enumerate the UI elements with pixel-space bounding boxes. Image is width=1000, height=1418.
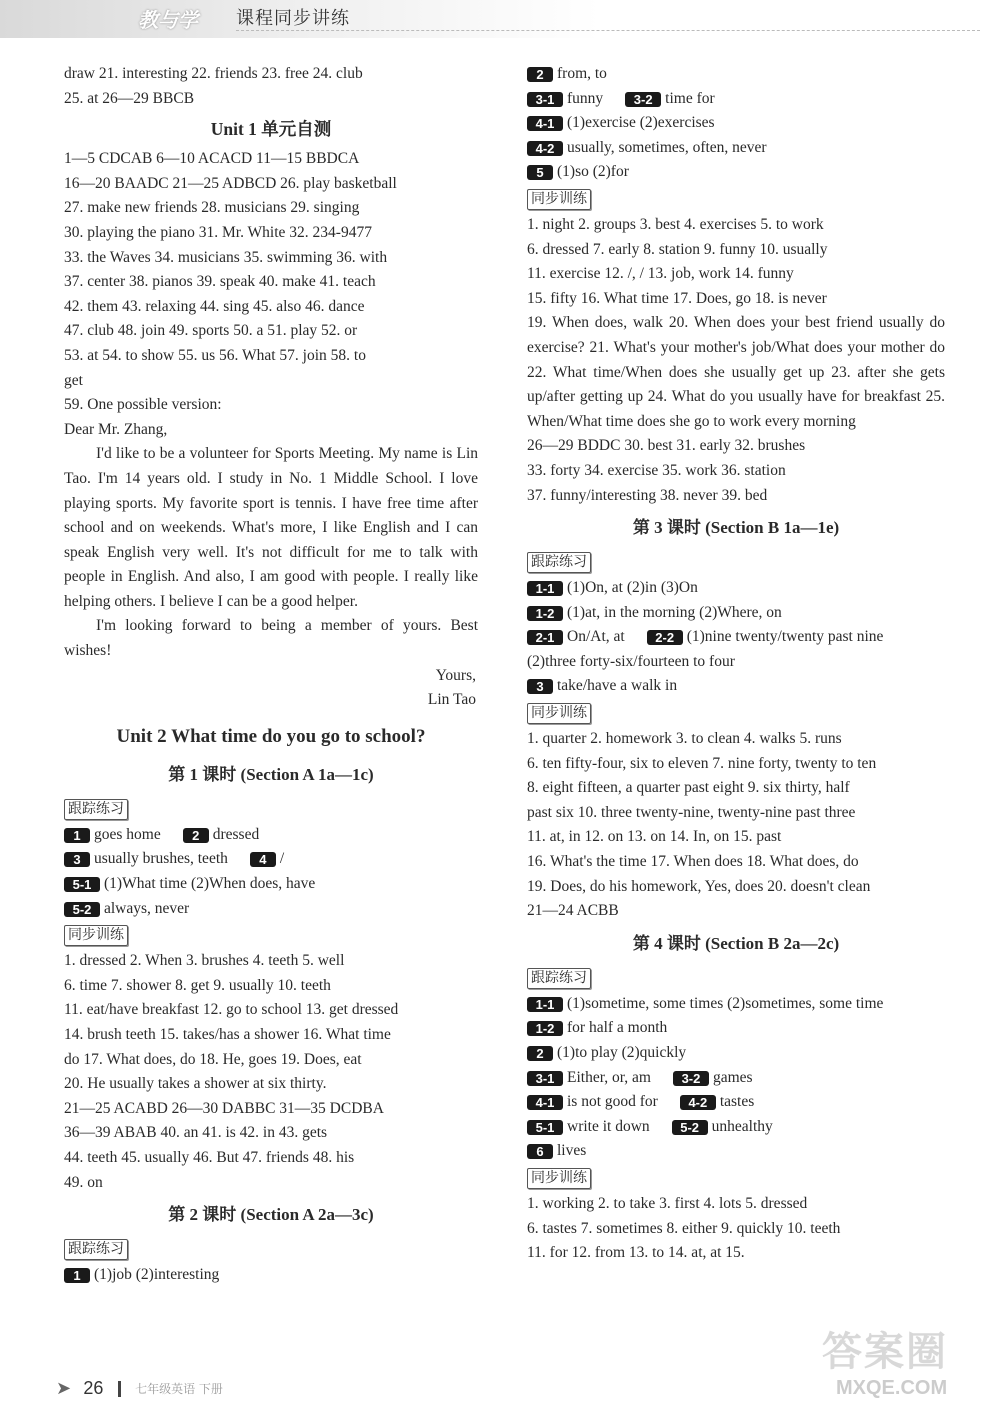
answer-text: funny <box>567 89 604 107</box>
answer-line: 6. tastes 7. sometimes 8. either 9. quickly 10. teeth <box>527 1219 841 1237</box>
answer-line: 11. for 12. from 13. to 14. at, at 15. <box>527 1244 745 1262</box>
answer-line: 53. at 54. to show 55. us 56. What 57. join 58. to <box>64 346 366 364</box>
question-number-badge: 4-2 <box>527 141 563 156</box>
answer-text: usually brushes, teeth <box>94 850 228 868</box>
arrow-icon: ➤ <box>56 1378 72 1398</box>
answer-line: 59. One possible version: <box>64 396 222 414</box>
practice-row <box>527 1066 945 1091</box>
question-number-badge: 3-2 <box>673 1071 709 1086</box>
answer-text: Either, or, am <box>567 1068 651 1086</box>
answer-line: 1. dressed 2. When 3. brushes 4. teeth 5. well <box>64 952 345 970</box>
lesson2-title: 第 2 课时 (Section A 2a—3c) <box>168 1205 374 1225</box>
practice-row <box>527 601 945 626</box>
question-number-badge: 4-1 <box>527 116 563 131</box>
practice-row <box>527 111 945 136</box>
answer-text: On/At, at <box>567 628 625 646</box>
answer-line: 11. eat/have breakfast 12. go to school 13. get dressed <box>64 1001 399 1019</box>
practice-row <box>64 897 478 922</box>
answer-line: 21—25 ACABD 26—30 DABBC 31—35 DCDBA <box>64 1099 384 1117</box>
answer-line: 1—5 CDCAB 6—10 ACACD 11—15 BBDCA <box>64 150 360 168</box>
question-number-badge: 5-2 <box>64 902 100 917</box>
question-number-badge: 3-2 <box>625 92 661 107</box>
practice-row <box>64 872 478 897</box>
question-number-badge: 5-1 <box>64 877 100 892</box>
question-number-badge: 3-1 <box>527 1071 563 1086</box>
question-number-badge: 3 <box>527 679 553 694</box>
answer-line: 37. center 38. pianos 39. speak 40. make 41. teach <box>64 273 376 291</box>
answer-line: 1. night 2. groups 3. best 4. exercises 5. to work <box>527 215 824 233</box>
answer-line: 6. dressed 7. early 8. station 9. funny 10. usually <box>527 240 828 258</box>
letter-closing: Yours, <box>435 666 476 684</box>
answer-text: (1)to play (2)quickly <box>557 1044 687 1061</box>
answer-line: 33. forty 34. exercise 35. work 36. station <box>527 461 786 479</box>
answer-text: goes home <box>94 825 161 843</box>
answer-text: (1)What time (2)When does, have <box>104 875 316 893</box>
answer-line: 14. brush teeth 15. takes/has a shower 16. What time <box>64 1026 391 1043</box>
answer-line: 8. eight fifteen, a quarter past eight 9. six thirty, half <box>527 779 850 797</box>
answer-line: 1. quarter 2. homework 3. to clean 4. walks 5. runs <box>527 730 842 748</box>
answer-text: (1)at, in the morning (2)Where, on <box>567 603 782 621</box>
practice-row <box>527 87 945 112</box>
answer-line: draw 21. interesting 22. friends 23. free 24. club <box>64 65 363 82</box>
answer-text: (1)so (2)for <box>557 163 629 181</box>
answer-text: (1)On, at (2)in (3)On <box>567 579 698 597</box>
question-number-badge: 2 <box>527 1046 553 1061</box>
answer-text: unhealthy <box>711 1117 773 1135</box>
header-rule <box>236 30 980 31</box>
answer-line: 47. club 48. join 49. sports 50. a 51. play 52. or <box>64 322 358 340</box>
question-number-badge: 1-1 <box>527 997 563 1012</box>
question-number-badge: 1-2 <box>527 606 563 621</box>
practice-row <box>527 1041 945 1066</box>
answer-text: for half a month <box>567 1019 668 1037</box>
letter-signature: Lin Tao <box>427 691 476 709</box>
l2-sync-paragraph: 19. When does, walk 20. When does your best friend usually do exercise? 21. What's your mother's job/What does your mother do 22. What time/When does she usually get up 23. after she gets up/after getting up 24. What do you usually have for breakfast 25. When/What time does she go to work every morning <box>527 314 945 430</box>
practice-row <box>527 1139 945 1164</box>
answer-line: 6. ten fifty-four, six to eleven 7. nine forty, twenty to ten <box>527 754 877 772</box>
answer-text: lives <box>557 1142 587 1160</box>
question-number-badge: 5-2 <box>672 1120 708 1135</box>
left-column <box>64 62 478 1288</box>
answer-text: tastes <box>719 1093 755 1111</box>
book-label: 七年级英语 下册 <box>135 1382 223 1396</box>
answer-line: 42. them 43. relaxing 44. sing 45. also 46. dance <box>64 297 365 315</box>
practice-row <box>527 1115 945 1140</box>
answer-text: (1)job (2)interesting <box>94 1266 220 1284</box>
divider <box>118 1381 121 1397</box>
answer-line: 30. playing the piano 31. Mr. White 32. 234-9477 <box>64 223 372 241</box>
answer-line: 25. at 26—29 BBCB <box>64 89 195 107</box>
question-number-badge: 1-1 <box>527 581 563 596</box>
answer-line: get <box>64 371 83 389</box>
question-number-badge: 2 <box>527 67 553 82</box>
unit1-title: Unit 1 单元自测 <box>210 119 332 140</box>
answer-line: 21—24 ACBB <box>527 902 619 920</box>
practice-row <box>64 823 478 848</box>
answer-text: usually, sometimes, often, never <box>567 138 767 156</box>
lesson1-title: 第 1 课时 (Section A 1a—1c) <box>168 764 374 784</box>
answer-line: 33. the Waves 34. musicians 35. swimming 36. with <box>64 248 388 266</box>
question-number-badge: 4-1 <box>527 1095 563 1110</box>
answer-line: 19. Does, do his homework, Yes, does 20. doesn't clean <box>527 877 871 895</box>
page-footer <box>56 1378 223 1402</box>
answer-line: 44. teeth 45. usually 46. But 47. friends 48. his <box>64 1148 355 1166</box>
practice-row <box>527 62 945 87</box>
lesson3-title: 第 3 课时 (Section B 1a—1e) <box>632 518 840 538</box>
practice-row <box>527 992 945 1017</box>
answer-text: (1)nine twenty/twenty past nine <box>686 628 884 646</box>
answer-text: is not good for <box>567 1093 658 1111</box>
answer-line: 16. What's the time 17. When does 18. What does, do <box>527 853 859 871</box>
practice-row <box>527 136 945 161</box>
answer-text: (1)sometime, some times (2)sometimes, some time <box>567 994 884 1012</box>
unit2-title: Unit 2 What time do you go to school? <box>116 725 426 747</box>
answer-text: from, to <box>557 65 607 82</box>
tag-tracking-practice: 跟踪练习 <box>527 552 591 573</box>
watermark-logo: 答案圈 <box>822 1330 948 1374</box>
question-number-badge: 2 <box>183 828 209 843</box>
series-title: 课程同步讲练 <box>236 8 350 29</box>
answer-text: / <box>279 850 285 868</box>
answer-line: 15. fifty 16. What time 17. Does, go 18. is never <box>527 289 827 307</box>
answer-line: 27. make new friends 28. musicians 29. singing <box>64 199 360 217</box>
answer-text: take/have a walk in <box>557 677 678 695</box>
tag-sync-training: 同步训练 <box>527 703 591 724</box>
answer-line: 36—39 ABAB 40. an 41. is 42. in 43. gets <box>64 1124 328 1142</box>
answer-text: always, never <box>104 899 190 917</box>
answer-line: Dear Mr. Zhang, <box>64 420 168 438</box>
page-header <box>0 0 1000 38</box>
answer-text: (1)exercise (2)exercises <box>567 114 715 132</box>
practice-row <box>527 650 945 675</box>
practice-row <box>527 625 945 650</box>
tag-tracking-practice: 跟踪练习 <box>64 799 128 820</box>
answer-line: 49. on <box>64 1173 103 1191</box>
answer-line: 11. at, in 12. on 13. on 14. In, on 15. past <box>527 828 782 846</box>
question-number-badge: 2-1 <box>527 630 563 645</box>
answer-line: 16—20 BAADC 21—25 ADBCD 26. play basketball <box>64 174 397 192</box>
tag-tracking-practice: 跟踪练习 <box>527 968 591 989</box>
practice-row <box>527 160 945 185</box>
practice-row <box>527 576 945 601</box>
practice-row <box>64 847 478 872</box>
right-column <box>527 62 945 1266</box>
letter-paragraph-1: I'd like to be a volunteer for Sports Meeting. My name is Lin Tao. I'm 14 years old. I study in No. 1 Middle School. I love playing sports. My favorite sport is tennis. I have free time after school and on weekends. What's more, I like English and I can speak English very well. It's not difficult for me to talk with people in English. And also, I am good with people. I really like helping others. I believe I can be a good helper. <box>64 445 478 610</box>
watermark-url: MXQE.COM <box>836 1377 948 1399</box>
practice-row <box>527 674 945 699</box>
brand-logo: 教与学 <box>138 8 198 32</box>
question-number-badge: 1 <box>64 1268 90 1283</box>
answer-line: past six 10. three twenty-nine, twenty-nine past three <box>527 803 856 821</box>
letter-paragraph-2: I'm looking forward to being a member of yours. Best wishes! <box>64 617 478 660</box>
question-number-badge: 4 <box>250 852 276 867</box>
page-number: 26 <box>83 1378 104 1398</box>
tag-tracking-practice: 跟踪练习 <box>64 1239 128 1260</box>
lesson4-title: 第 4 课时 (Section B 2a—2c) <box>632 933 840 953</box>
question-number-badge: 1-2 <box>527 1021 563 1036</box>
watermark <box>822 1320 1000 1418</box>
question-number-badge: 2-2 <box>647 630 683 645</box>
question-number-badge: 3 <box>64 852 90 867</box>
tag-sync-training: 同步训练 <box>64 925 128 946</box>
answer-line: 37. funny/interesting 38. never 39. bed <box>527 486 768 504</box>
question-number-badge: 5-1 <box>527 1120 563 1135</box>
tag-sync-training: 同步训练 <box>527 189 591 210</box>
tag-sync-training: 同步训练 <box>527 1168 591 1189</box>
question-number-badge: 4-2 <box>680 1095 716 1110</box>
answer-text: write it down <box>567 1117 650 1135</box>
question-number-badge: 5 <box>527 165 553 180</box>
question-number-badge: 6 <box>527 1144 553 1159</box>
answer-text: dressed <box>212 825 260 843</box>
answer-line: 11. exercise 12. /, / 13. job, work 14. funny <box>527 265 794 283</box>
answer-line: 1. working 2. to take 3. first 4. lots 5. dressed <box>527 1194 808 1212</box>
answer-line: 26—29 BDDC 30. best 31. early 32. brushes <box>527 437 806 455</box>
answer-text: time for <box>665 89 715 107</box>
practice-row <box>527 1090 945 1115</box>
answer-line: do 17. What does, do 18. He, goes 19. Does, eat <box>64 1050 362 1068</box>
practice-row <box>64 1263 478 1288</box>
question-number-badge: 3-1 <box>527 92 563 107</box>
answer-line: 20. He usually takes a shower at six thirty. <box>64 1075 327 1093</box>
practice-row <box>527 1016 945 1041</box>
answer-line: 6. time 7. shower 8. get 9. usually 10. teeth <box>64 976 331 994</box>
answer-text: (2)three forty-six/fourteen to four <box>527 652 735 670</box>
answer-text: games <box>712 1068 753 1086</box>
question-number-badge: 1 <box>64 828 90 843</box>
